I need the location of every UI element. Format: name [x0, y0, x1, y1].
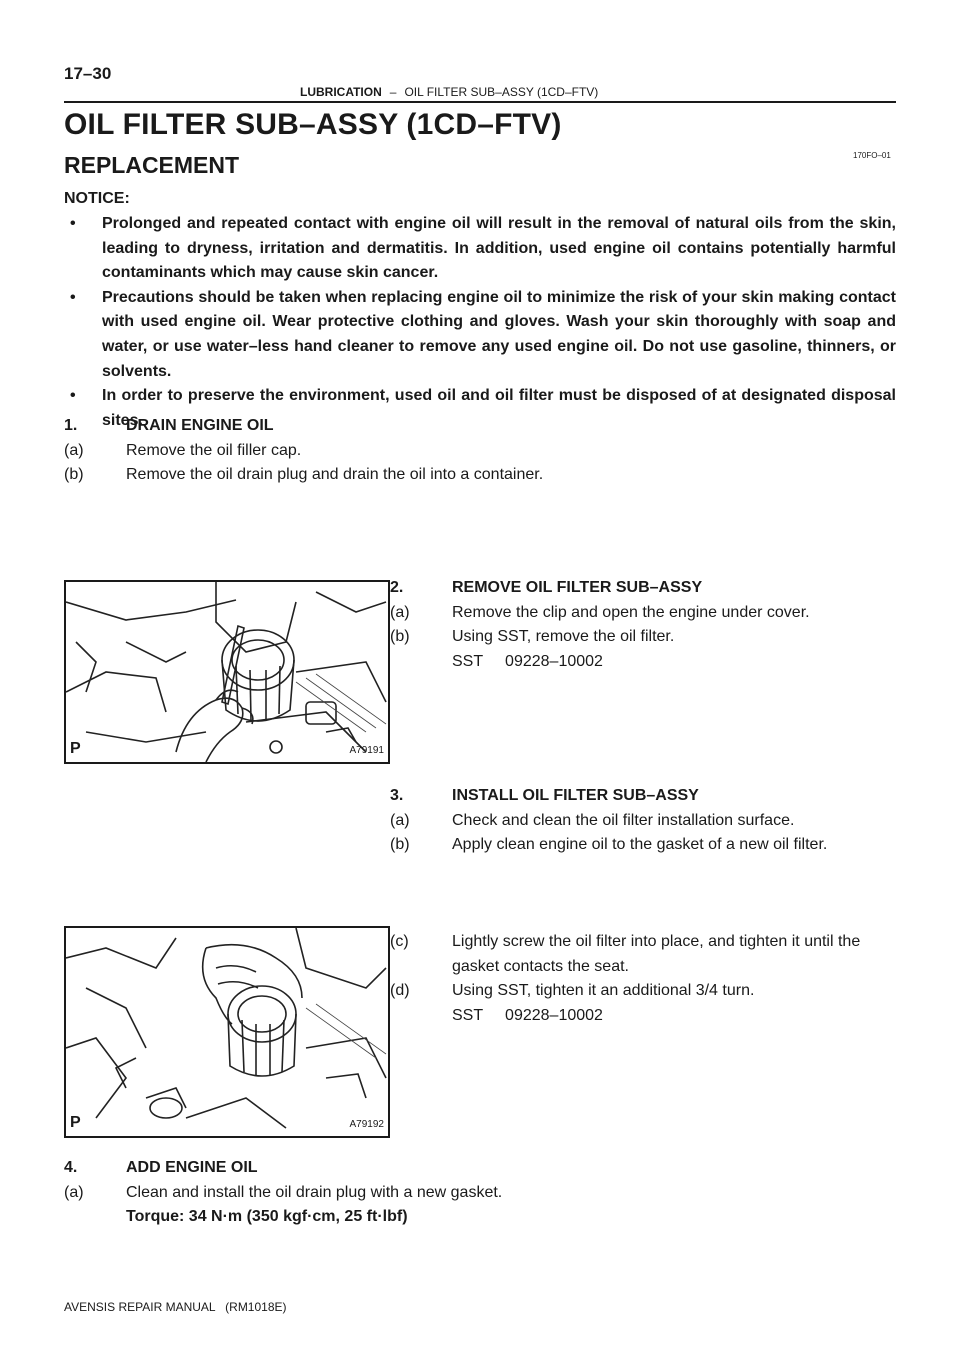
- header-rule: [64, 101, 896, 103]
- notice-text: In order to preserve the environment, used oil and oil filter must be disposed of at designated disposal sites.: [102, 387, 896, 429]
- document-code: 170FO–01: [853, 151, 891, 160]
- oil-filter-removal-illustration: [66, 582, 388, 762]
- running-header: [300, 85, 896, 99]
- notice-list: [64, 212, 896, 433]
- notice-text: Prolonged and repeated contact with engine oil will result in the removal of natural oils from the skin, leading to dryness, irritation and dermatitis. In addition, used engine oil contains potentially harmful contaminants which may cause skin cancer.: [102, 215, 896, 282]
- step-3d: (d) Using SST, tighten it an additional 3/4 turn.: [390, 982, 755, 1000]
- figure-a79191: [64, 580, 390, 764]
- page-title: OIL FILTER SUB–ASSY (1CD–FTV): [64, 108, 562, 141]
- header-section: LUBRICATION: [300, 85, 382, 99]
- notice-item: [64, 212, 896, 286]
- notice-text: Precautions should be taken when replacing engine oil to minimize the risk of your skin making contact with used engine oil. Wear protective clothing and gloves. Wash your skin thoroughly with soap and water, or use water–less hand cleaner to remove any used engine oil. Do not use gasoline, thinners, or solvents.: [102, 288, 896, 380]
- step-3c: (c) Lightly screw the oil filter into place, and tighten it until the gasket contacts the seat.: [390, 933, 861, 975]
- figure-code: A79192: [349, 1119, 384, 1130]
- step-1b: (b) Remove the oil drain plug and drain the oil into a container.: [64, 466, 544, 484]
- step-1a: (a) Remove the oil filler cap.: [64, 441, 302, 459]
- step-4: [64, 1156, 502, 1230]
- header-separator: –: [389, 85, 397, 99]
- torque-spec: Torque: 34 N·m (350 kgf·cm, 25 ft·lbf): [126, 1208, 408, 1226]
- header-topic: OIL FILTER SUB–ASSY (1CD–FTV): [404, 85, 599, 99]
- footer: AVENSIS REPAIR MANUAL (RM1018E): [64, 1300, 287, 1314]
- step-4-heading: 4. ADD ENGINE OIL: [64, 1159, 258, 1176]
- bullet-glyph: •: [70, 288, 76, 306]
- step-1-heading: 1. DRAIN ENGINE OIL: [64, 417, 274, 434]
- step-3a: (a) Check and clean the oil filter installation surface.: [390, 811, 795, 829]
- figure-a79192: [64, 926, 390, 1138]
- step-3-continued: [390, 930, 896, 1028]
- figure-mark: P: [70, 740, 81, 757]
- bullet-glyph: •: [70, 215, 76, 232]
- bullet-glyph: •: [70, 387, 76, 405]
- step-2-sst: SST 09228–10002: [452, 652, 603, 670]
- step-2b: (b) Using SST, remove the oil filter.: [390, 628, 675, 646]
- page-number: 17–30: [64, 64, 112, 83]
- notice-label: NOTICE:: [64, 190, 130, 207]
- notice-item: [64, 286, 896, 384]
- step-3: [390, 784, 896, 858]
- section-subtitle: REPLACEMENT: [64, 152, 240, 178]
- step-2: [390, 576, 896, 674]
- step-1: [64, 414, 543, 488]
- figure-mark: P: [70, 1114, 81, 1131]
- step-4a: (a) Clean and install the oil drain plug with a new gasket.: [64, 1183, 503, 1201]
- oil-filter-installation-illustration: [66, 928, 388, 1136]
- step-3-heading: 3. INSTALL OIL FILTER SUB–ASSY: [390, 787, 699, 804]
- step-3b: (b) Apply clean engine oil to the gasket of a new oil filter.: [390, 836, 828, 854]
- figure-code: A79191: [349, 745, 384, 756]
- step-3-sst: SST 09228–10002: [452, 1006, 603, 1024]
- step-2-heading: 2. REMOVE OIL FILTER SUB–ASSY: [390, 579, 703, 596]
- step-2a: (a) Remove the clip and open the engine under cover.: [390, 603, 810, 621]
